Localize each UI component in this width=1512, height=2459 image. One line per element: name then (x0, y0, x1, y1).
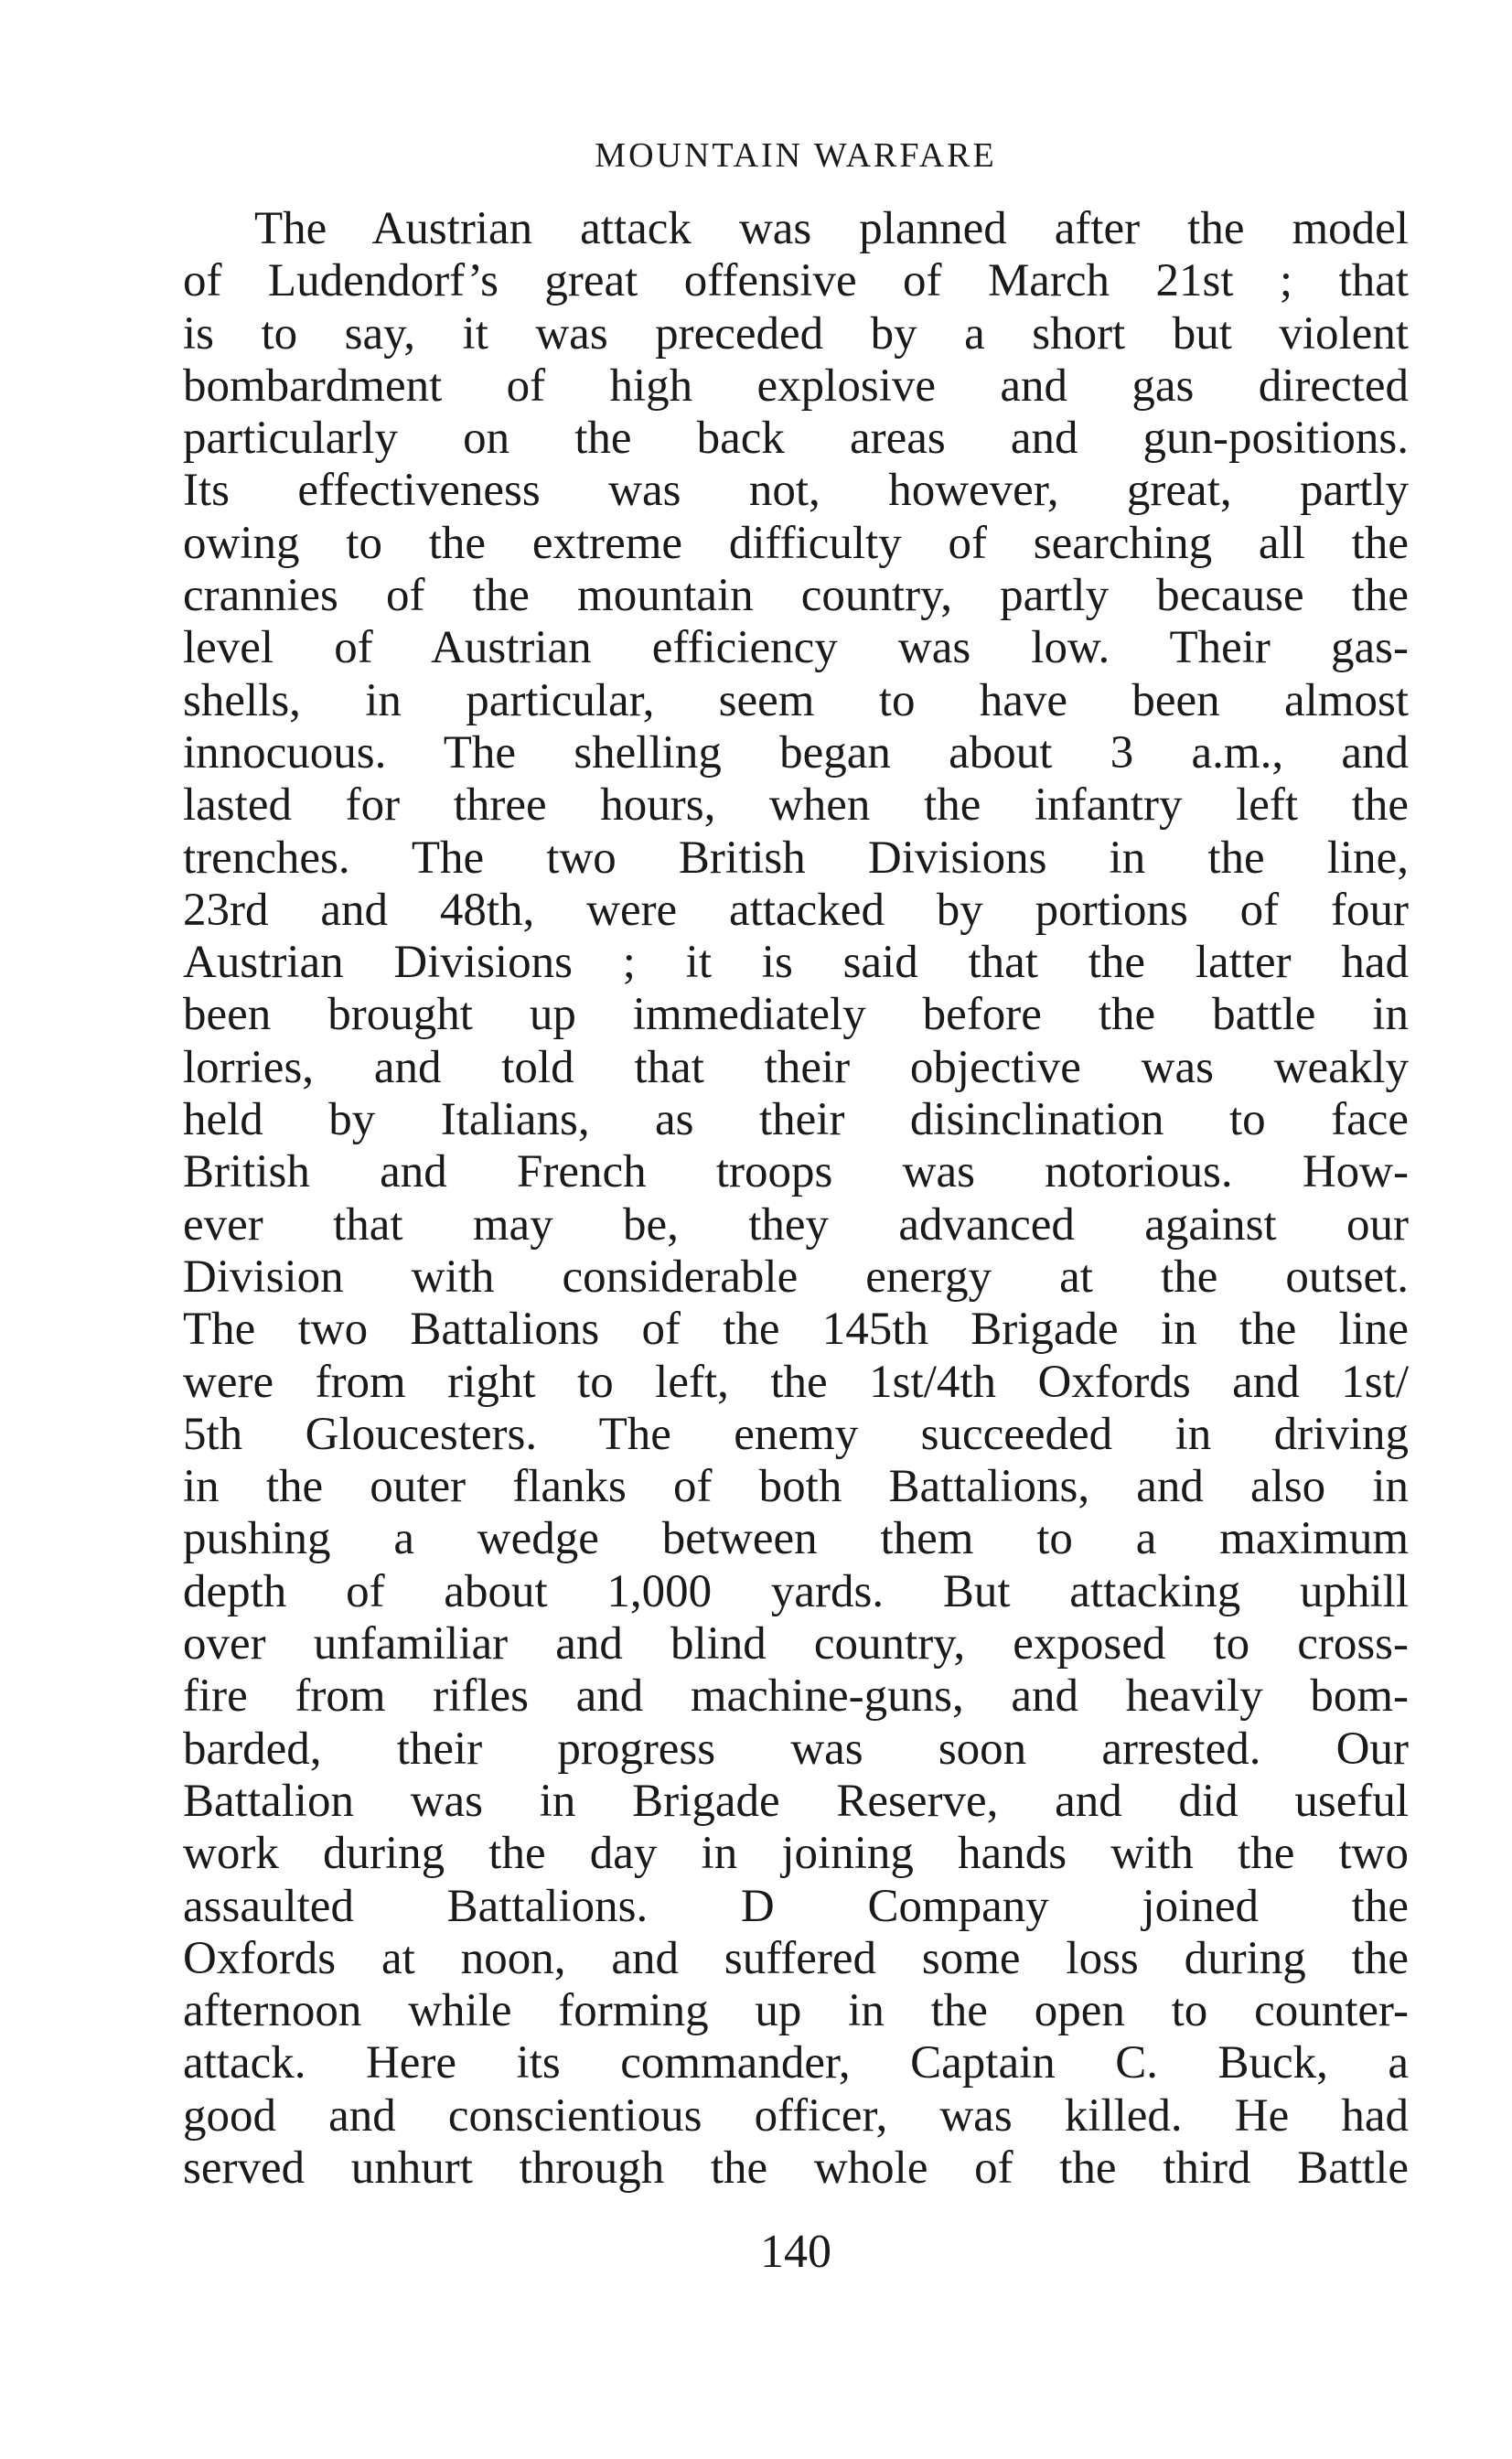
text-line: been brought up immediately before the battle in (183, 989, 1409, 1041)
text-line: depth of about 1,000 yards. But attacking uphill (183, 1565, 1409, 1617)
text-line: over unfamiliar and blind country, exposed to cross- (183, 1618, 1409, 1670)
text-line: owing to the extreme difficulty of searching all the (183, 517, 1409, 569)
running-head: MOUNTAIN WARFARE (595, 136, 997, 175)
text-line: Its effectiveness was not, however, great, partly (183, 465, 1409, 517)
text-line: particularly on the back areas and gun-positions. (183, 413, 1409, 465)
body-text (183, 203, 1409, 2195)
text-line: afternoon while forming up in the open to counter- (183, 1985, 1409, 2037)
text-line: barded, their progress was soon arrested. Our (183, 1723, 1409, 1775)
text-line: assaulted Battalions. D Company joined the (183, 1880, 1409, 1932)
text-line: bombardment of high explosive and gas directed (183, 360, 1409, 412)
text-line: The two Battalions of the 145th Brigade in the line (183, 1304, 1409, 1356)
text-line: in the outer flanks of both Battalions, and also in (183, 1461, 1409, 1513)
text-line: shells, in particular, seem to have been almost (183, 674, 1409, 726)
text-line: were from right to left, the 1st/4th Oxfords and 1st/ (183, 1356, 1409, 1408)
text-line: level of Austrian efficiency was low. Their gas- (183, 622, 1409, 674)
text-line: is to say, it was preceded by a short but violent (183, 307, 1409, 360)
page-number: 140 (760, 2226, 831, 2278)
text-line: crannies of the mountain country, partly because the (183, 570, 1409, 622)
text-line: Battalion was in Brigade Reserve, and did useful (183, 1775, 1409, 1827)
text-line: The Austrian attack was planned after the model (254, 203, 1409, 254)
text-line: pushing a wedge between them to a maximum (183, 1513, 1409, 1565)
text-line: of Ludendorf’s great offensive of March 21st ; that (183, 255, 1409, 307)
text-line: held by Italians, as their disinclination to face (183, 1094, 1409, 1146)
text-line: 23rd and 48th, were attacked by portions of four (183, 884, 1409, 936)
text-line: Division with considerable energy at the outset. (183, 1251, 1409, 1303)
text-line: Oxfords at noon, and suffered some loss during the (183, 1932, 1409, 1984)
text-line: good and conscientious officer, was killed. He had (183, 2089, 1409, 2142)
text-line: served unhurt through the whole of the third Battle (183, 2142, 1409, 2194)
text-line: 5th Gloucesters. The enemy succeeded in driving (183, 1408, 1409, 1460)
text-line: work during the day in joining hands with the two (183, 1828, 1409, 1880)
text-line: trenches. The two British Divisions in the line, (183, 832, 1409, 884)
text-line: British and French troops was notorious. How- (183, 1146, 1409, 1198)
text-line: innocuous. The shelling began about 3 a.m., and (183, 726, 1409, 779)
text-line: ever that may be, they advanced against our (183, 1198, 1409, 1251)
text-line: attack. Here its commander, Captain C. Buck, a (183, 2037, 1409, 2089)
text-line: Austrian Divisions ; it is said that the latter had (183, 937, 1409, 989)
text-line: lasted for three hours, when the infantry left the (183, 779, 1409, 832)
text-line: fire from rifles and machine-guns, and heavily bom- (183, 1670, 1409, 1723)
text-line: lorries, and told that their objective was weakly (183, 1041, 1409, 1093)
